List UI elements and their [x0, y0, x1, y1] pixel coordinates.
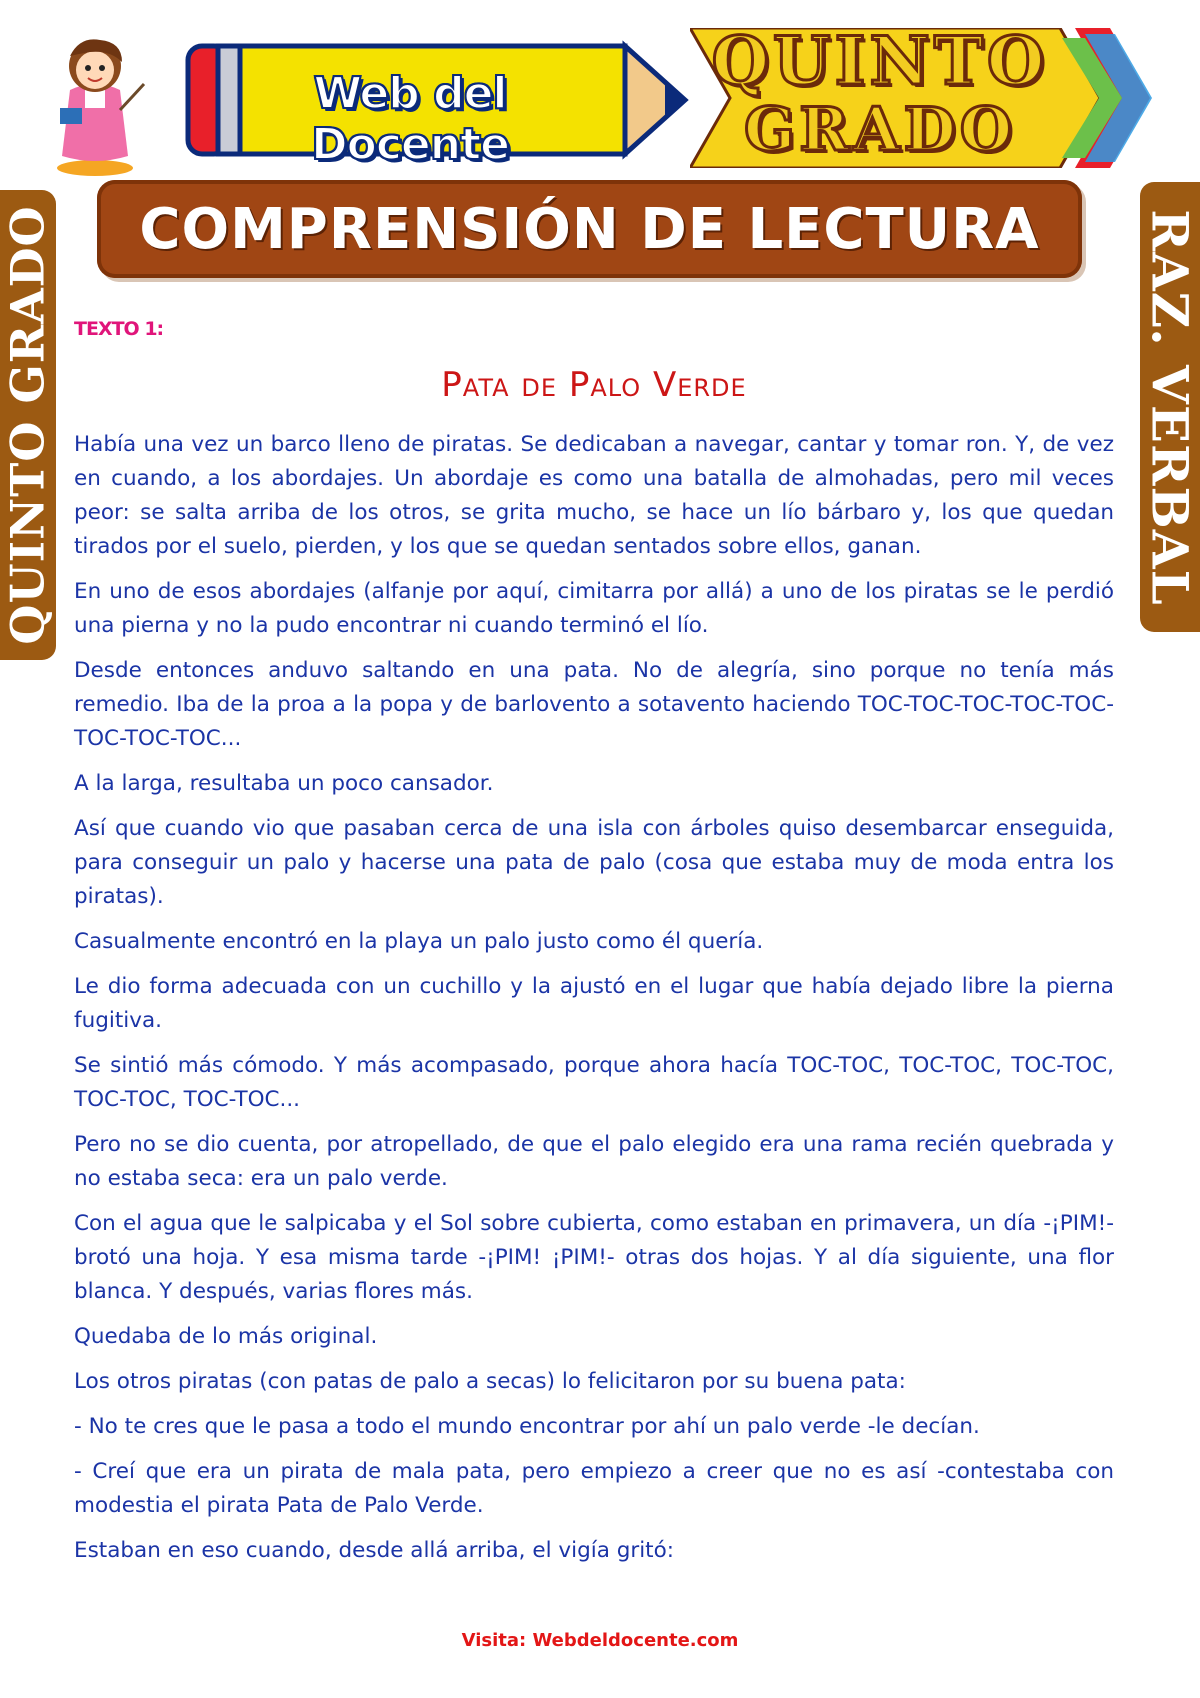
paragraph: Le dio forma adecuada con un cuchillo y la ajustó en el lugar que había dejado libre la pierna fugitiva.	[74, 974, 1114, 1033]
paragraph: Así que cuando vio que pasaban cerca de una isla con árboles quiso desembarcar enseguida, para conseguir un palo y hacerse una pata de palo (cosa que estaba muy de moda entra los piratas).	[74, 816, 1114, 909]
text-number-label: TEXTO 1:	[74, 318, 164, 340]
side-tab-right-label: RAZ. VERBAL	[1140, 208, 1200, 606]
side-tab-left-label: QUINTO GRADO	[1, 205, 56, 645]
grade-title-line2: GRADO	[744, 95, 1016, 165]
paragraph: Quedaba de lo más original.	[74, 1324, 378, 1349]
side-tab-right	[1140, 182, 1200, 632]
brand-logo-text: Web del Docente	[311, 68, 509, 170]
paragraph: - No te cres que le pasa a todo el mundo encontrar por ahí un palo verde -le decían.	[74, 1414, 980, 1439]
paragraph: Había una vez un barco lleno de piratas. Se dedicaban a navegar, cantar y tomar ron. Y, de vez en cuando, a los abordajes. Un abordaje es como una batalla de almohadas, pero mil veces peor: se salta arriba de los otros, se grita mucho, se hace un lío bárbaro y, los que quedan tirados por el suelo, pierden, y los que se quedan sentados sobre ellos, ganan.	[74, 432, 1114, 559]
section-banner	[97, 180, 1082, 278]
story-body	[74, 428, 1114, 1579]
paragraph: Pero no se dio cuenta, por atropellado, de que el palo elegido era una rama recién quebrada y no estaba seca: era un palo verde.	[74, 1132, 1114, 1191]
grade-title-line1: QUINTO	[711, 22, 1049, 100]
paragraph: En uno de esos abordajes (alfanje por aquí, cimitarra por allá) a uno de los piratas se le perdió una pierna y no la pudo encontrar ni cuando terminó el lío.	[74, 579, 1114, 638]
paragraph: Estaban en eso cuando, desde allá arriba, el vigía gritó:	[74, 1538, 675, 1563]
paragraph: Los otros piratas (con patas de palo a secas) lo felicitaron por su buena pata:	[74, 1369, 906, 1394]
paragraph: Desde entonces anduvo saltando en una pata. No de alegría, sino porque no tenía más remedio. Iba de la proa a la popa y de barlovento a sotavento haciendo TOC-TOC-TOC-TOC-TOC-TOC-TOC-TOC...	[74, 658, 1114, 751]
side-tab-left	[0, 190, 56, 660]
paragraph: Se sintió más cómodo. Y más acompasado, porque ahora hacía TOC-TOC, TOC-TOC, TOC-TOC, TOC-TOC, TOC-TOC...	[74, 1053, 1114, 1112]
footer-link[interactable]: Visita: Webdeldocente.com	[461, 1630, 739, 1651]
paragraph: Con el agua que le salpicaba y el Sol sobre cubierta, como estaban en primavera, un día -¡PIM!- brotó una hoja. Y esa misma tarde -¡PIM! ¡PIM!- otras dos hojas. Y al día siguiente, una flor blanca. Y después, varias flores más.	[74, 1211, 1114, 1304]
teacher-mascot-icon	[40, 28, 150, 178]
story-title: Pata de Palo Verde	[441, 365, 747, 405]
banner-title: COMPRENSIÓN DE LECTURA	[139, 196, 1040, 262]
paragraph: Casualmente encontró en la playa un palo justo como él quería.	[74, 929, 764, 954]
paragraph: A la larga, resultaba un poco cansador.	[74, 771, 494, 796]
paragraph: - Creí que era un pirata de mala pata, pero empiezo a creer que no es así -contestaba con modestia el pirata Pata de Palo Verde.	[74, 1459, 1114, 1518]
